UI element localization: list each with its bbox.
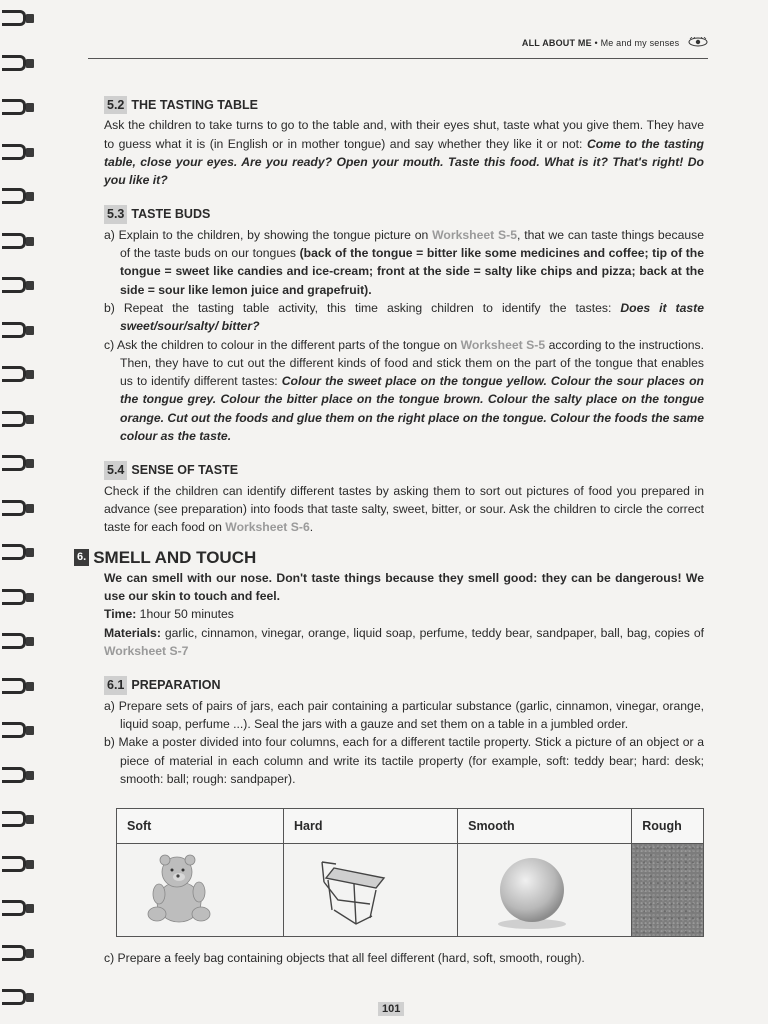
section-title: TASTE BUDS (131, 207, 211, 222)
section-6-1-heading (104, 676, 704, 694)
section-5-3-heading (104, 205, 704, 223)
eye-icon (688, 36, 708, 50)
binding-ring (2, 407, 34, 433)
school-desk-picture (284, 844, 458, 936)
binding-ring (2, 674, 34, 700)
time-line (104, 605, 704, 623)
section-number: 5.4 (104, 461, 127, 479)
time-value: 1hour 50 minutes (136, 607, 234, 622)
teddy-bear-picture (117, 844, 284, 936)
body-text: c) Ask the children to colour in the different parts of the tongue on (104, 337, 461, 352)
section-title: SMELL AND TOUCH (93, 547, 257, 567)
binding-ring (2, 140, 34, 166)
prep-item-a: a) Prepare sets of pairs of jars, each pair containing a particular substance (garlic, cinnamon, vinegar, orange, liquid soap, perfume ...). Seal the jars with a gauze and set them on a table in a jumbled order. (104, 698, 704, 731)
binding-ring (2, 184, 34, 210)
item-b (104, 299, 704, 336)
binding-ring (2, 941, 34, 967)
binding-ring (2, 585, 34, 611)
worksheet-ref: Worksheet S-6 (225, 520, 310, 535)
binding-ring (2, 718, 34, 744)
body-text: . (309, 520, 314, 535)
body-text: a) Explain to the children, by showing the tongue picture on (104, 227, 433, 242)
section-5-4-text (104, 482, 704, 537)
binding-ring (2, 852, 34, 878)
dialogue-text: Does it taste sweet/sour/salty/ bitter? (120, 300, 704, 334)
chapter-title: Me and my senses (600, 38, 680, 48)
section-5-2-heading (104, 96, 704, 114)
binding-ring (2, 540, 34, 566)
section-title: PREPARATION (131, 678, 221, 693)
binding-ring (2, 318, 34, 344)
header-rule (88, 58, 708, 59)
header-soft: Soft (117, 809, 284, 844)
materials-line (104, 624, 704, 661)
body-text: b) Repeat the tasting table activity, this time asking children to identify the tastes: (104, 300, 621, 315)
binding-ring (2, 51, 34, 77)
ball-picture (458, 844, 632, 936)
binding-ring (2, 6, 34, 32)
worksheet-ref: Worksheet S-7 (104, 644, 189, 659)
table-image-row (117, 844, 704, 936)
prep-item-b: b) Make a poster divided into four columns, each for a different tactile property. Stick a picture of an object or a piece of material in each column and write its tactile property (for example, soft: teddy bear; hard: desk; smooth: ball; rough: sandpaper). (104, 735, 704, 786)
sandpaper-picture (632, 844, 704, 936)
worksheet-ref: Worksheet S-5 (460, 337, 546, 352)
materials-label: Materials: (104, 625, 161, 640)
binding-ring (2, 273, 34, 299)
binding-ring (2, 496, 34, 522)
materials-value: garlic, cinnamon, vinegar, orange, liquid soap, perfume, teddy bear, sandpaper, ball, bag, copies of (160, 625, 704, 640)
spiral-binding (0, 0, 40, 1024)
body-text: Check if the children can identify different tastes by asking them to sort out pictures of food you prepared in advance (see preparation) into foods that taste salty, sweet, bitter, or sour. Ask the children to circle the correct taste for each food on (104, 483, 704, 535)
body-text: according to the instructions. Then, they have to cut out the different kinds of food and stick them on the part of the tongue that enables us to identify different tastes: (120, 337, 705, 389)
header-smooth: Smooth (458, 809, 632, 844)
binding-ring (2, 896, 34, 922)
section-5-2-text (104, 116, 704, 189)
header-separator: • (594, 38, 598, 48)
body-text: , that we can taste things because of the taste buds on our tongues (120, 227, 704, 261)
dialogue-text: Colour the sweet place on the tongue yellow. Colour the sour places on the tongue grey. Colour the bitter place on the tongue brown. Colour the salty place on the tongue orange. Cut out the foods and glue them on the right place on the tongue. Colour the foods the same colour as the taste. (120, 374, 704, 444)
binding-ring (2, 985, 34, 1011)
item-c (104, 336, 704, 446)
section-number: 5.3 (104, 205, 127, 223)
section-6-intro: We can smell with our nose. Don't taste things because they smell good: they can be dangerous! We use our skin to touch and feel. (104, 570, 704, 604)
rough-texture (632, 844, 703, 935)
bold-text: (back of the tongue = bitter like some medicines and coffee; tip of the tongue = sweet like candies and ice-cream; front at the side = salty like chips and pizza; back at the side = sour like lemon juice and grapefruit). (120, 246, 704, 297)
binding-ring (2, 807, 34, 833)
section-number: 6.1 (104, 676, 127, 694)
tactile-poster-table (116, 808, 704, 937)
page-number: 101 (378, 1002, 404, 1016)
section-title: THE TASTING TABLE (131, 98, 259, 112)
section-title: SENSE OF TASTE (131, 463, 239, 478)
worksheet-ref: Worksheet S-5 (432, 227, 518, 242)
header-hard: Hard (284, 809, 458, 844)
time-label: Time: (104, 607, 137, 622)
section-number: 5.2 (104, 96, 127, 114)
dialogue-text: Come to the tasting table, close your eyes. Are you ready? Open your mouth. Taste this food. What is it? That's right! Do you like it? (104, 136, 704, 188)
binding-ring (2, 763, 34, 789)
binding-ring (2, 362, 34, 388)
section-6-heading (74, 549, 704, 567)
binding-ring (2, 95, 34, 121)
book-title: ALL ABOUT ME (521, 38, 592, 48)
section-5-4-heading (104, 461, 704, 479)
header-rough: Rough (632, 809, 704, 844)
chapter-number-badge: 6. (74, 549, 89, 566)
running-header (88, 36, 708, 50)
binding-ring (2, 229, 34, 255)
body-text: Ask the children to take turns to go to the table and, with their eyes shut, taste what you give them. They have to guess what it is (in English or in mother tongue) and say whether they like it or not: (104, 118, 704, 151)
prep-item-c: c) Prepare a feely bag containing objects that all feel different (hard, soft, smooth, rough). (104, 950, 585, 965)
item-a (104, 226, 704, 299)
page-content (77, 96, 705, 967)
binding-ring (2, 629, 34, 655)
table-header-row (117, 809, 704, 844)
binding-ring (2, 451, 34, 477)
